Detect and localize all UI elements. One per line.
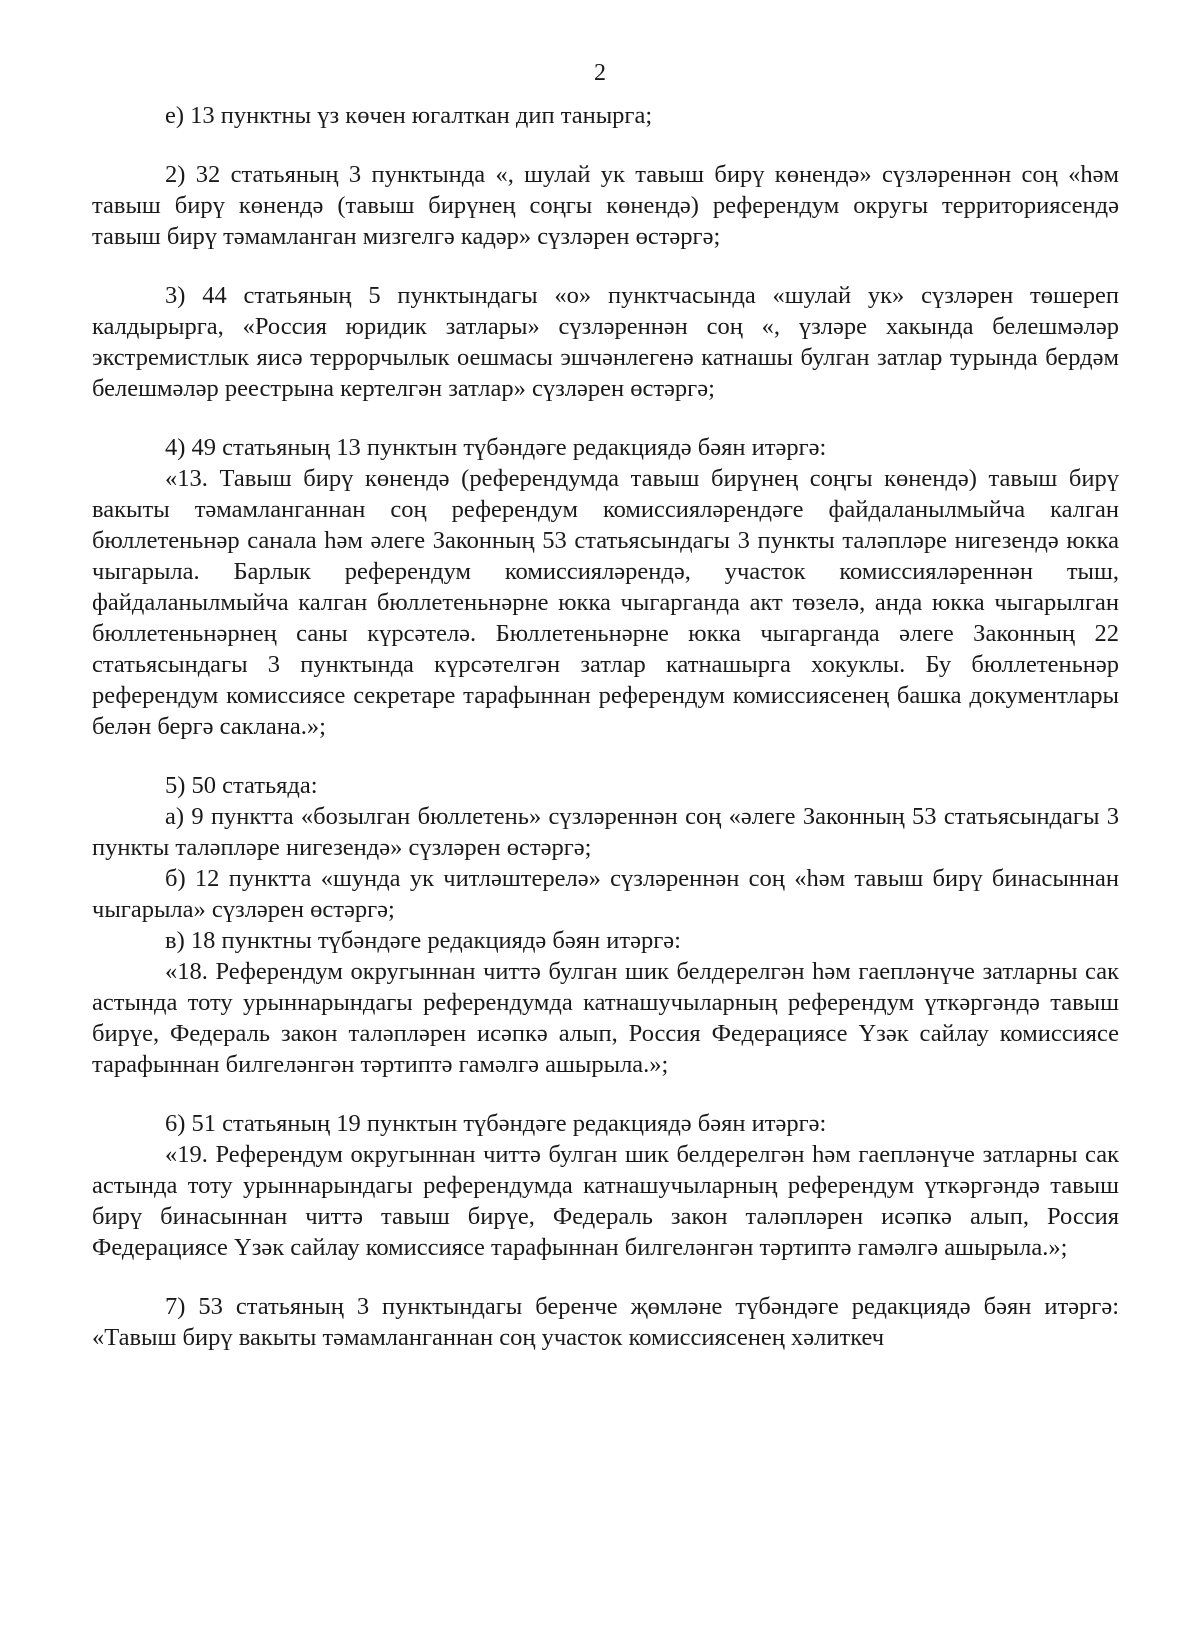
paragraph-subitem-b: б) 12 пунктта «шунда ук читләштерелә» сүзләреннән соң «һәм тавыш бирү бинасыннан чыгарыла» сүзләрен өстәргә;	[92, 865, 1119, 923]
paragraph-item-e: е) 13 пунктны үз көчен югалткан дип таныргa;	[165, 102, 653, 129]
paragraph-item-3: 3) 44 статьяның 5 пунктындагы «о» пунктчасында «шулай ук» сүзләрен төшереп калдырырга, «Россия юридик затлары» сүзләреннән соң «, үзләре хакында белешмәләр экстремистлык яисә террорчылык оешмасы эшчәнлегенә катнашы булган затлар турында бердәм белешмәләр реестрына кертелгән затлар» сүзләрен өстәргә;	[92, 282, 1119, 402]
paragraph-quote-18: «18. Референдум округыннан читтә булган шик белдерелгән һәм гаепләнүче затларны сак астында тоту урыннарындагы референдумда катнашучыларның референдум үткәргәндә тавыш бирүе, Федераль закон таләпләрен исәпкә алып, Россия Федерациясе Үзәк сайлау комиссиясе тарафыннан билгеләнгән тәртиптә гамәлгә ашырыла.»;	[92, 958, 1119, 1078]
paragraph-subitem-v: в) 18 пунктны түбәндәге редакциядә бәян итәргә:	[165, 927, 681, 954]
paragraph-item-2: 2) 32 статьяның 3 пунктында «, шулай ук тавыш бирү көнендә» сүзләреннән соң «һәм тавыш бирү көнендә (тавыш бирүнең соңгы көнендә) референдум округы территориясендә тавыш бирү тәмамланган мизгелгә кадәр» сүзләрен өстәргә;	[92, 161, 1119, 250]
paragraph-subitem-a: а) 9 пунктта «бозылган бюллетень» сүзләреннән соң «әлеге Законның 53 статьясындагы 3 пункты таләпләре нигезендә» сүзләрен өстәргә;	[92, 803, 1119, 861]
paragraph-item-6: 6) 51 статьяның 19 пунктын түбәндәге редакциядә бәян итәргә:	[165, 1110, 827, 1137]
document-body	[92, 100, 1119, 1353]
paragraph-item-7: 7) 53 статьяның 3 пунктындагы беренче җөмләне түбәндәге редакциядә бәян итәргә: «Тавыш бирү вакыты тәмамланганнан соң участок комиссиясенең хәлиткеч	[92, 1293, 1119, 1351]
paragraph-item-4: 4) 49 статьяның 13 пунктын түбәндәге редакциядә бәян итәргә:	[165, 434, 827, 461]
paragraph-quote-19: «19. Референдум округыннан читтә булган шик белдерелгән һәм гаепләнүче затларны сак астында тоту урыннарындагы референдумда катнашучыларның референдум үткәргәндә тавыш бирү бинасыннан читтә тавыш бирүе, Федераль закон таләпләрен исәпкә алып, Россия Федерациясе Үзәк сайлау комиссиясе тарафыннан билгеләнгән тәртиптә гамәлгә ашырыла.»;	[92, 1141, 1119, 1261]
paragraph-quote-13: «13. Тавыш бирү көнендә (референдумда тавыш бирүнең соңгы көнендә) тавыш бирү вакыты тәмамланганнан соң референдум комиссияләрендәге файдаланылмыйча калган бюллетеньнәр санала һәм әлеге Законның 53 статьясындагы 3 пункты таләпләре нигезендә юкка чыгарыла. Барлык референдум комиссияләрендә, участок комиссияләреннән тыш, файдаланылмыйча калган бюллетеньнәрне юкка чыгарганда акт төзелә, анда юкка чыгарылган бюллетеньнәрнең саны күрсәтелә. Бюллетеньнәрне юкка чыгарганда әлеге Законның 22 статьясындагы 3 пунктында күрсәтелгән затлар катнашырга хокуклы. Бу бюллетеньнәр референдум комиссиясе секретаре тарафыннан референдум комиссиясенең башка документлары белән бергә саклана.»;	[92, 465, 1119, 740]
paragraph-item-5: 5) 50 статьяда:	[165, 772, 318, 799]
page-number: 2	[594, 60, 606, 86]
